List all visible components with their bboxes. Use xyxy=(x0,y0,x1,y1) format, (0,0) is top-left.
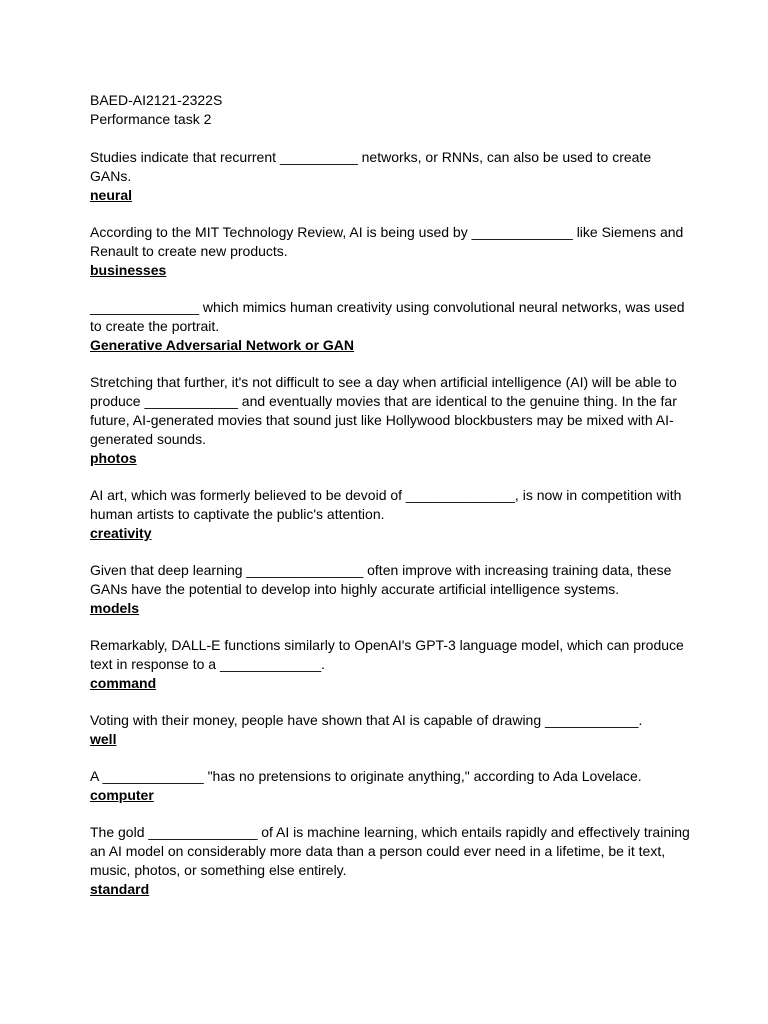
question-item xyxy=(90,711,690,749)
question-item xyxy=(90,823,690,899)
answer-text: models xyxy=(90,600,140,616)
question-text: A _____________ "has no pretensions to originate anything," according to Ada Lovelace. xyxy=(90,768,642,784)
answer-text: businesses xyxy=(90,262,167,278)
course-code: BAED-AI2121-2322S xyxy=(90,92,223,108)
question-item xyxy=(90,636,690,693)
question-item xyxy=(90,486,690,543)
question-item xyxy=(90,373,690,468)
question-item xyxy=(90,298,690,355)
question-text: Studies indicate that recurrent __________ networks, or RNNs, can also be used to create GANs. xyxy=(90,149,652,184)
question-text: Voting with their money, people have shown that AI is capable of drawing ____________. xyxy=(90,712,643,728)
question-item xyxy=(90,223,690,280)
question-text: Given that deep learning _______________ often improve with increasing training data, these GANs have the potential to develop into highly accurate artificial intelligence systems. xyxy=(90,562,672,597)
answer-text: command xyxy=(90,675,157,691)
answer-text: standard xyxy=(90,881,150,897)
answer-text: neural xyxy=(90,187,133,203)
question-text: ______________ which mimics human creativity using convolutional neural networks, was used to create the portrait. xyxy=(90,299,685,334)
question-item xyxy=(90,767,690,805)
answer-text: Generative Adversarial Network or GAN xyxy=(90,337,355,353)
answer-text: creativity xyxy=(90,525,152,541)
question-text: Remarkably, DALL-E functions similarly to OpenAI's GPT-3 language model, which can produce text in response to a _____________. xyxy=(90,637,684,672)
question-item xyxy=(90,561,690,618)
question-text: Stretching that further, it's not difficult to see a day when artificial intelligence (AI) will be able to produce ____________ and eventually movies that are identical to the genuine thing. In the far future, AI-generated movies that sound just like Hollywood blockbusters may be mixed with AI-generated sounds. xyxy=(90,374,677,447)
answer-text: well xyxy=(90,731,117,747)
question-text: According to the MIT Technology Review, AI is being used by _____________ like Siemens and Renault to create new products. xyxy=(90,224,684,259)
answer-text: computer xyxy=(90,787,154,803)
document-page xyxy=(90,91,690,917)
question-item xyxy=(90,148,690,205)
answer-text: photos xyxy=(90,450,137,466)
document-header xyxy=(90,91,690,129)
task-title: Performance task 2 xyxy=(90,111,212,127)
question-text: The gold ______________ of AI is machine learning, which entails rapidly and effectively training an AI model on considerably more data than a person could ever need in a lifetime, be it text, music, photos, or something else entirely. xyxy=(90,824,690,878)
question-text: AI art, which was formerly believed to be devoid of ______________, is now in competition with human artists to captivate the public's attention. xyxy=(90,487,682,522)
